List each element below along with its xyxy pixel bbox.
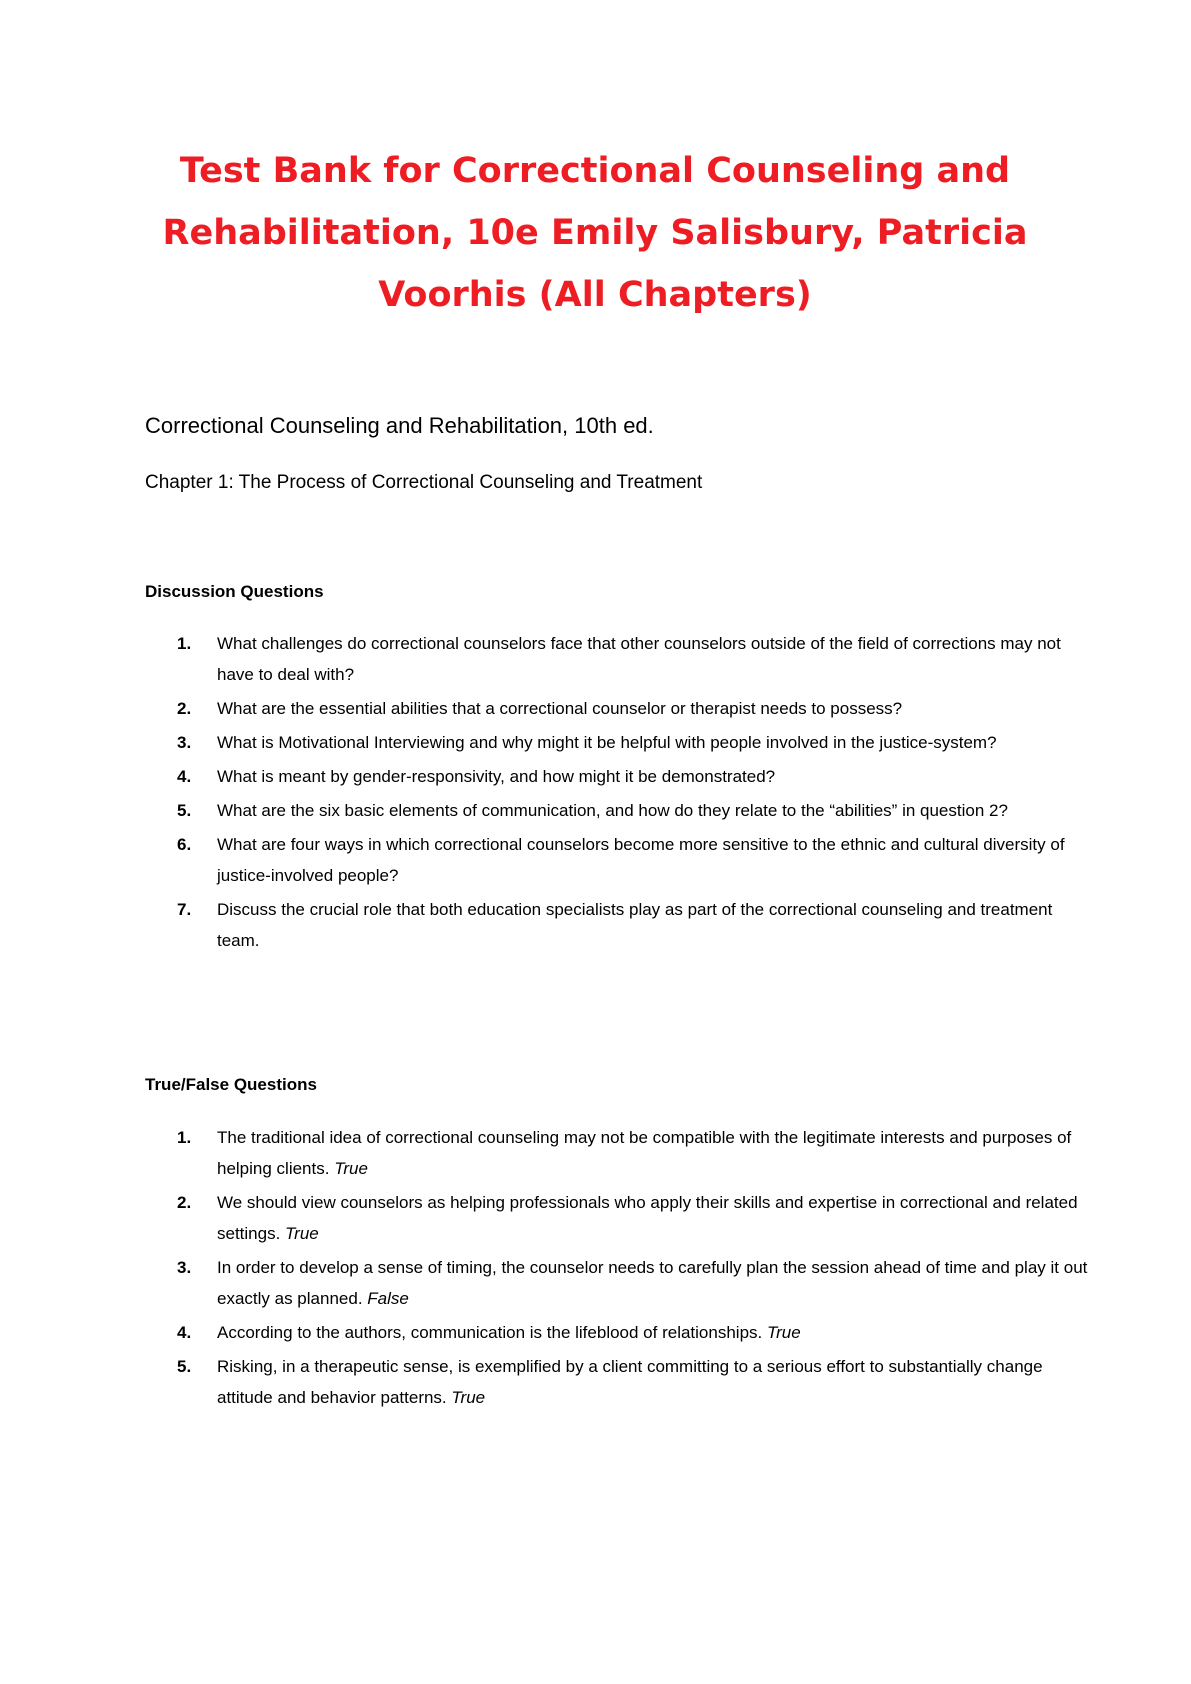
list-item [177,1252,1092,1314]
question-text: What are the essential abilities that a correctional counselor or therapist needs to possess? [217,699,903,718]
document-title: Test Bank for Correctional Counseling and Rehabilitation, 10e Emily Salisbury, Patricia Voorhis (All Chapters) [162,151,1028,315]
question-number: 4. [177,1323,192,1342]
question-text: What are four ways in which correctional counselors become more sensitive to the ethnic and cultural diversity of justice-involved people? [217,835,1065,885]
question-number: 3. [177,1258,192,1277]
list-item [177,1351,1092,1413]
truefalse-heading: True/False Questions [145,1075,317,1094]
question-number: 2. [177,699,192,718]
list-item [177,829,1092,891]
list-item [177,1317,1092,1348]
question-number: 6. [177,835,192,854]
list-item [177,628,1092,690]
list-item [177,894,1092,956]
answer-label: True [766,1323,801,1342]
question-number: 1. [177,1128,192,1147]
question-text: What is meant by gender-responsivity, and how might it be demonstrated? [217,767,776,786]
chapter-title: Chapter 1: The Process of Correctional Counseling and Treatment [145,472,703,493]
question-number: 7. [177,900,192,919]
question-text: What is Motivational Interviewing and why might it be helpful with people involved in the justice-system? [217,733,997,752]
question-number: 5. [177,801,192,820]
discussion-question-list [0,628,1191,959]
truefalse-question-list [0,1122,1191,1416]
question-text: According to the authors, communication is the lifeblood of relationships. [217,1323,763,1342]
question-number: 4. [177,767,192,786]
question-text: In order to develop a sense of timing, the counselor needs to carefully plan the session ahead of time and play it out exactly as planned. [217,1258,1088,1308]
list-item [177,795,1092,826]
answer-label: True [285,1224,319,1243]
list-item [177,727,1092,758]
answer-label: False [367,1289,409,1308]
list-item [177,1122,1092,1184]
question-number: 1. [177,634,192,653]
answer-label: True [451,1388,486,1407]
question-text: Risking, in a therapeutic sense, is exemplified by a client committing to a serious effort to substantially change attitude and behavior patterns. [217,1357,1043,1407]
list-item [177,693,1092,724]
list-item [177,761,1092,792]
question-text: What are the six basic elements of communication, and how do they relate to the “abilities” in question 2? [217,801,1008,820]
question-number: 2. [177,1193,192,1212]
list-item [177,1187,1092,1249]
discussion-heading: Discussion Questions [145,582,324,601]
book-title: Correctional Counseling and Rehabilitation, 10th ed. [145,413,654,438]
question-text: Discuss the crucial role that both education specialists play as part of the correctional counseling and treatment team. [217,900,1053,950]
question-number: 3. [177,733,192,752]
question-text: What challenges do correctional counselors face that other counselors outside of the field of corrections may not have to deal with? [217,634,1061,684]
question-text: The traditional idea of correctional counseling may not be compatible with the legitimate interests and purposes of helping clients. [217,1128,1072,1178]
question-text: We should view counselors as helping professionals who apply their skills and expertise in correctional and related settings. [217,1193,1078,1243]
question-number: 5. [177,1357,192,1376]
answer-label: True [334,1159,368,1178]
